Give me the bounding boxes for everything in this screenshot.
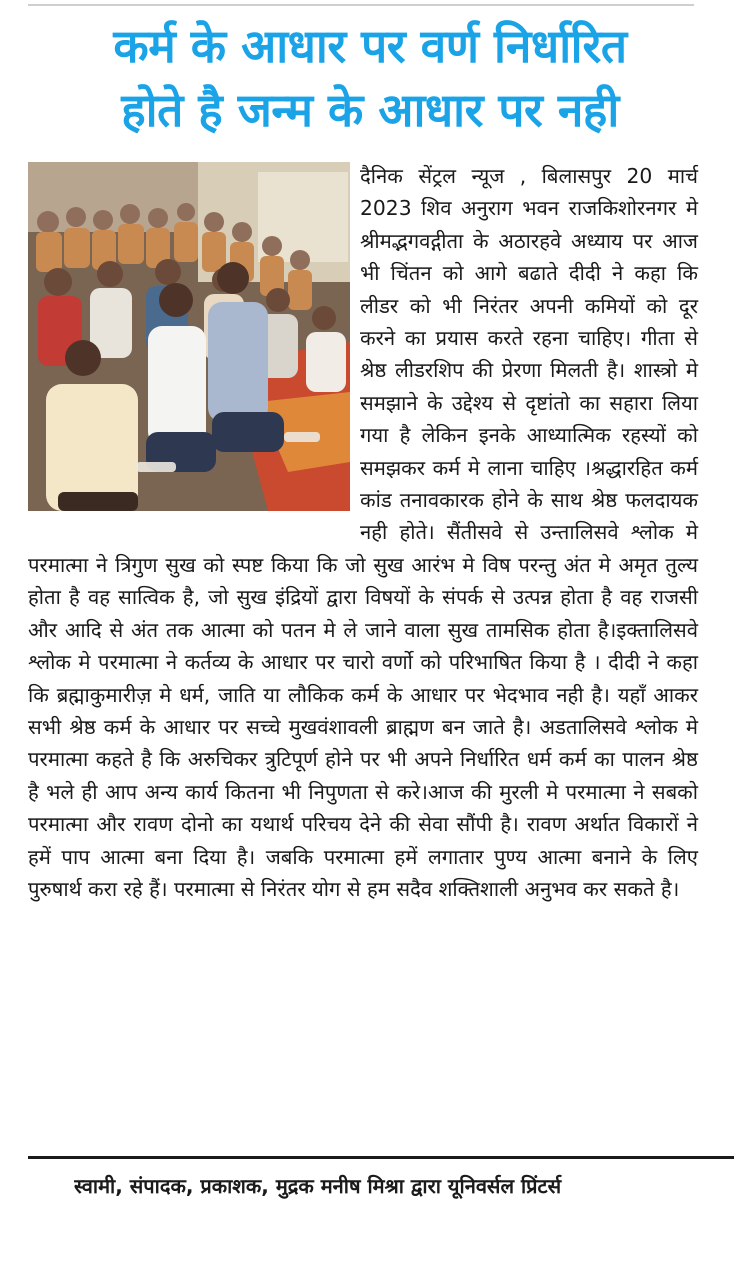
headline	[20, 14, 720, 142]
headline-line-1: कर्म के आधार पर वर्ण निर्धारित	[113, 19, 627, 73]
article-photo	[28, 162, 350, 511]
top-divider	[28, 4, 694, 6]
publisher-imprint: स्वामी, संपादक, प्रकाशक, मुद्रक मनीष मिश्रा द्वारा यूनिवर्सल प्रिंटर्स	[74, 1174, 562, 1198]
headline-line-2: होते है जन्म के आधार पर नही	[121, 83, 619, 137]
article	[28, 160, 698, 905]
article-body: दैनिक सेंट्रल न्यूज , बिलासपुर 20 मार्च 2023 शिव अनुराग भवन राजकिशोरनगर मे श्रीमद्भगवद्गीता के अठारहवे अध्याय पर आज भी चिंतन को आगे बढाते दीदी ने कहा कि लीडर को भी निरंतर अपनी कमियों को दूर करने का प्रयास करते रहना चाहिए। गीता से श्रेष्ठ लीडरशिप की प्रेरणा मिलती है। शास्त्रो मे समझाने के उद्देश्य से दृष्टांतो का सहारा लिया गया है लेकिन इनके आध्यात्मिक रहस्यों को समझकर कर्म मे लाना चाहिए ।श्रद्धारहित कर्म कांड तनावकारक होने के साथ श्रेष्ठ फलदायक नही होते। सैंतीसवे से उन्तालिसवे श्लोक मे परमात्मा ने त्रिगुण सुख को स्पष्ट किया कि जो सुख आरंभ मे विष परन्तु अंत मे अमृत तुल्य होता है वह सात्विक है, जो सुख इंद्रियों द्वारा विषयों के संपर्क से उत्पन्न होता है वह राजसी और आदि से अंत तक आत्मा को पतन मे ले जाने वाला सुख तामसिक होता है।इक्तालिसवे श्लोक मे परमात्मा ने कर्तव्य के आधार पर चारो वर्णो को परिभाषित किया है । दीदी ने कहा कि ब्रह्माकुमारीज़ मे धर्म, जाति या लौकिक कर्म के आधार पर भेदभाव नही है। यहाँ आकर सभी श्रेष्ठ कर्म के आधार पर सच्चे मुखवंशावली ब्राह्मण बन जाते है। अडतालिसवे श्लोक मे परमात्मा कहते है कि अरुचिकर त्रुटिपूर्ण होने पर भी अपने निर्धारित धर्म कर्म का पालन श्रेष्ठ है भले ही आप अन्य कार्य कितना भी निपुणता से करे।आज की मुरली मे परमात्मा ने सबको परमात्मा और रावण दोनो का यथार्थ परिचय देने की सेवा सौंपी है। रावण अर्थात विकारों ने हमें पाप आत्मा बना दिया है। जबकि परमात्मा हमें लगातार पुण्य आत्मा बनाने के लिए पुरुषार्थ करा रहे हैं। परमात्मा से निरंतर योग से हम सदैव शक्तिशाली अनुभव कर सकते है।	[28, 164, 698, 901]
footer-divider	[28, 1156, 734, 1159]
